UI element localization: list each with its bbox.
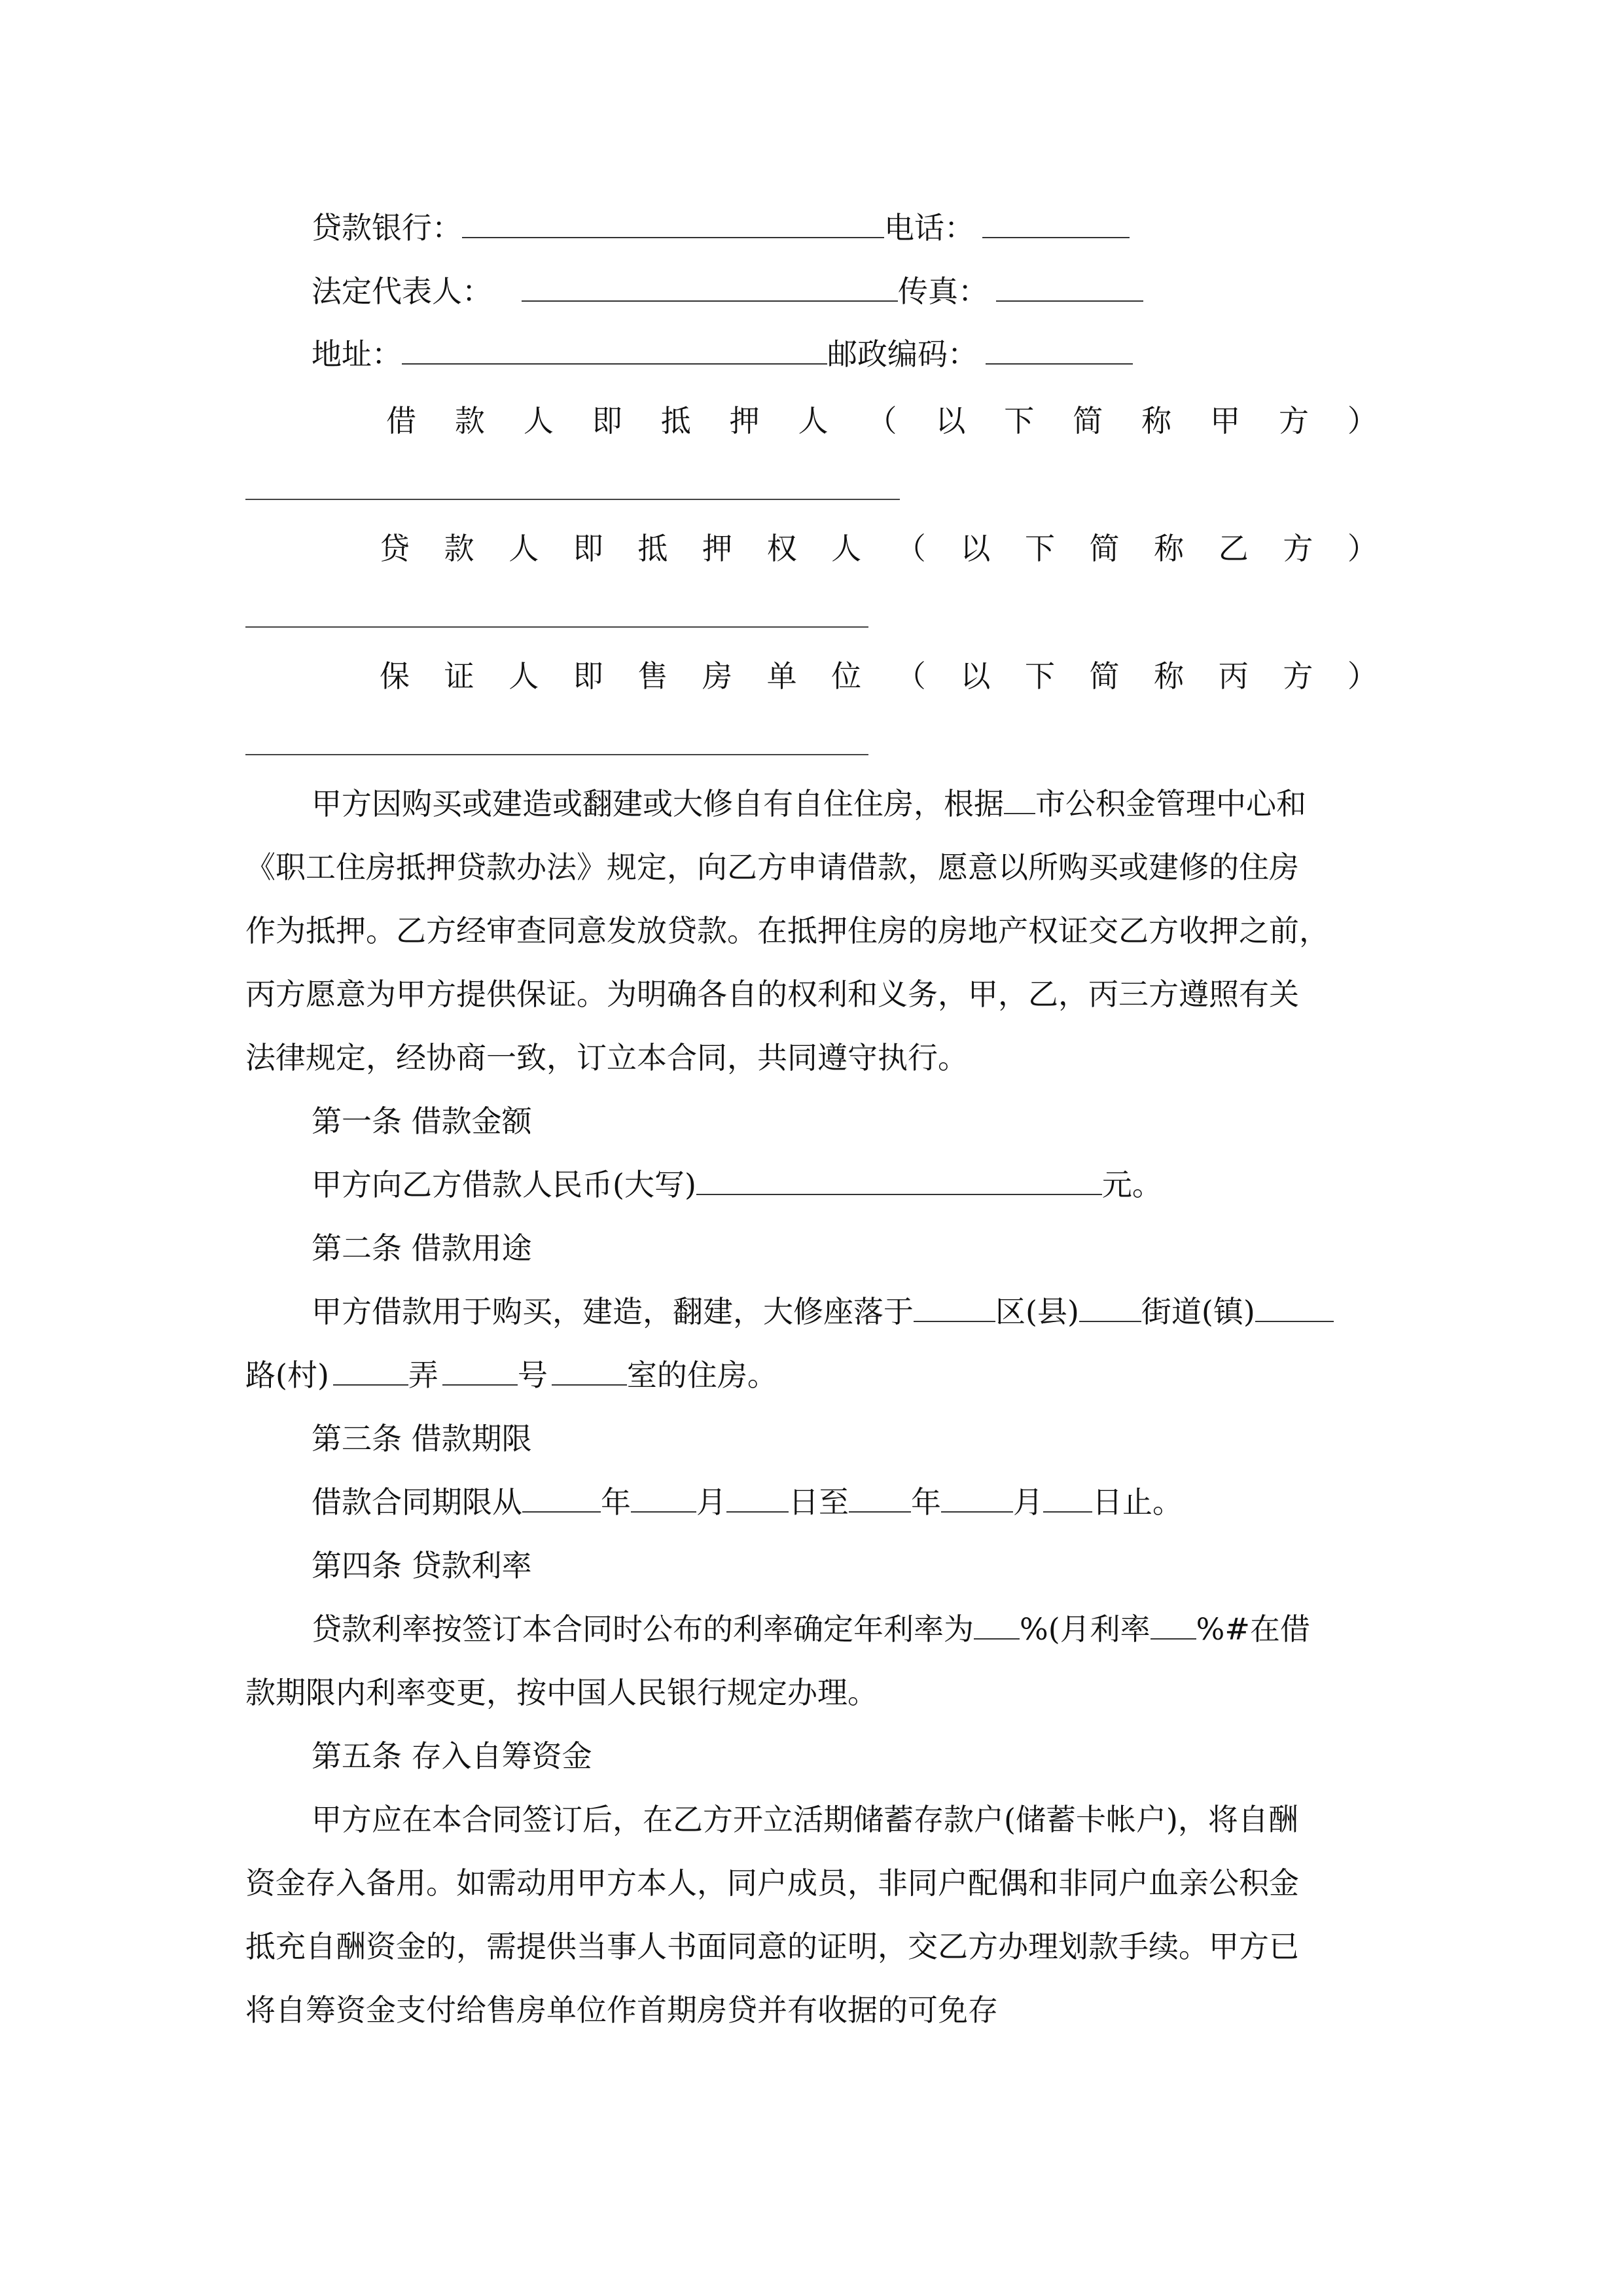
- preamble-text: 甲方因购买或建造或翻建或大修自有自住住房，根据: [312, 786, 1004, 821]
- preamble-line-5: 法律规定，经协商一致，订立本合同，共同遵守执行。: [245, 1040, 968, 1075]
- party-c-char: 保: [380, 658, 410, 694]
- preamble-line-4: 丙方愿意为甲方提供保证。为明确各自的权利和义务，甲，乙，丙三方遵照有关: [245, 977, 1299, 1012]
- article-5-line-3: 抵充自酬资金的，需提供当事人书面同意的证明，交乙方办理划款手续。甲方已: [245, 1929, 1299, 1964]
- party-a-char: 下: [1004, 403, 1035, 439]
- party-b-char: 押: [702, 531, 732, 566]
- postcode-label: 邮政编码：: [827, 336, 978, 372]
- party-b-char: 以: [960, 531, 991, 566]
- end-day-blank[interactable]: [1043, 1488, 1092, 1513]
- article-2-text: 街道(镇): [1141, 1294, 1255, 1329]
- address-blank[interactable]: [402, 340, 827, 365]
- party-c-char: 方: [1283, 658, 1313, 694]
- fax-blank[interactable]: [996, 277, 1143, 302]
- party-a-char: （: [866, 403, 897, 439]
- lane-blank[interactable]: [442, 1361, 518, 1386]
- party-b-char: 即: [573, 531, 603, 566]
- header-line-bank: [312, 208, 1130, 247]
- party-b-char: 称: [1154, 531, 1185, 566]
- party-a-char: 款: [454, 403, 485, 439]
- party-a-line: [386, 401, 1378, 440]
- party-c-char: 称: [1154, 658, 1185, 694]
- party-b-char: 款: [444, 531, 474, 566]
- article-2-line-2: [245, 1355, 777, 1395]
- party-c-char: （: [895, 658, 926, 694]
- party-b-char: 下: [1024, 531, 1055, 566]
- party-b-char: 抵: [637, 531, 668, 566]
- article-3-body: [312, 1482, 1183, 1522]
- party-a-char: 甲: [1210, 403, 1241, 439]
- article-4-text: 贷款利率按签订本合同时公布的利率确定年利率为: [312, 1611, 974, 1647]
- party-b-char: 简: [1089, 531, 1120, 566]
- preamble-text: 市公积金管理中心和: [1035, 786, 1306, 821]
- header-line-legal-rep: [312, 272, 1143, 311]
- month-label: 月: [696, 1484, 726, 1520]
- party-b-char: 权: [766, 531, 797, 566]
- start-month-blank[interactable]: [631, 1488, 696, 1513]
- article-5-line-4: 将自筹资金支付给售房单位作首期房贷并有收据的可免存: [245, 1992, 998, 2028]
- party-a-char: 借: [386, 403, 416, 439]
- postcode-blank[interactable]: [986, 340, 1133, 365]
- preamble-line-2: 《职工住房抵押贷款办法》规定，向乙方申请借款，愿意以所购买或建修的住房: [245, 850, 1299, 885]
- party-a-char: ）: [1347, 403, 1378, 439]
- city-blank[interactable]: [1004, 789, 1035, 814]
- party-c-char: 人: [508, 658, 539, 694]
- party-b-char: （: [895, 531, 926, 566]
- legal-rep-blank[interactable]: [522, 277, 898, 302]
- party-b-blank[interactable]: [245, 626, 868, 628]
- party-a-char: 简: [1073, 403, 1103, 439]
- annual-rate-blank[interactable]: [974, 1615, 1020, 1640]
- party-c-char: 以: [960, 658, 991, 694]
- article-2-text: 甲方借款用于购买，建造，翻建，大修座落于: [312, 1294, 914, 1329]
- phone-label: 电话：: [884, 210, 974, 245]
- party-c-char: 证: [444, 658, 474, 694]
- party-a-char: 人: [798, 403, 829, 439]
- party-b-line: [380, 529, 1378, 568]
- article-2-line-1: [312, 1292, 1334, 1331]
- preamble-line-3: 作为抵押。乙方经审查同意发放贷款。在抵押住房的房地产权证交乙方收押之前，: [245, 913, 1329, 948]
- day-to-label: 日至: [789, 1484, 849, 1520]
- party-a-char: 方: [1278, 403, 1309, 439]
- party-b-char: 贷: [380, 531, 410, 566]
- party-c-line: [380, 656, 1378, 696]
- article-1-body: [312, 1165, 1162, 1204]
- article-1-text: 元。: [1101, 1167, 1162, 1202]
- month-label: 月: [1013, 1484, 1043, 1520]
- article-3-title: 第三条 借款期限: [312, 1421, 532, 1456]
- fax-label: 传真：: [898, 274, 988, 309]
- start-day-blank[interactable]: [726, 1488, 789, 1513]
- party-c-char: 售: [637, 658, 668, 694]
- article-1-title: 第一条 借款金额: [312, 1103, 532, 1139]
- village-blank[interactable]: [333, 1361, 408, 1386]
- article-2-text: 弄: [408, 1357, 438, 1393]
- article-2-text: 号: [517, 1357, 548, 1393]
- article-4-title: 第四条 贷款利率: [312, 1548, 532, 1583]
- end-label: 日止。: [1092, 1484, 1183, 1520]
- party-c-char: 房: [702, 658, 732, 694]
- street-blank[interactable]: [1079, 1297, 1141, 1322]
- party-a-char: 抵: [660, 403, 691, 439]
- phone-blank[interactable]: [982, 213, 1130, 238]
- party-c-char: 丙: [1218, 658, 1249, 694]
- party-c-char: 位: [831, 658, 862, 694]
- legal-rep-label: 法定代表人：: [312, 274, 492, 309]
- start-year-blank[interactable]: [522, 1488, 601, 1513]
- party-a-char: 押: [729, 403, 760, 439]
- article-2-text: 室的住房。: [626, 1357, 777, 1393]
- article-5-line-2: 资金存入备用。如需动用甲方本人，同户成员，非同户配偶和非同户血亲公积金: [245, 1865, 1299, 1901]
- year-label: 年: [601, 1484, 631, 1520]
- number-blank[interactable]: [552, 1361, 627, 1386]
- party-a-blank[interactable]: [245, 499, 900, 500]
- article-4-text: %(月利率: [1020, 1611, 1150, 1647]
- article-5-title: 第五条 存入自筹资金: [312, 1738, 592, 1774]
- bank-label: 贷款银行：: [312, 210, 462, 245]
- party-a-char: 以: [935, 403, 966, 439]
- party-c-char: ）: [1347, 658, 1378, 694]
- address-label: 地址：: [312, 336, 402, 372]
- article-2-text: 区(县): [995, 1294, 1079, 1329]
- article-1-text: 甲方向乙方借款人民币(大写): [312, 1167, 696, 1202]
- party-a-char: 即: [592, 403, 622, 439]
- party-a-char: 人: [523, 403, 554, 439]
- party-b-char: 乙: [1218, 531, 1249, 566]
- end-year-blank[interactable]: [849, 1488, 911, 1513]
- monthly-rate-blank[interactable]: [1150, 1615, 1196, 1640]
- article-5-line-1: 甲方应在本合同签订后，在乙方开立活期储蓄存款户(储蓄卡帐户)，将自酬: [312, 1802, 1298, 1837]
- party-b-char: ）: [1347, 531, 1378, 566]
- party-b-char: 人: [831, 531, 862, 566]
- end-month-blank[interactable]: [941, 1488, 1013, 1513]
- article-3-text: 借款合同期限从: [312, 1484, 522, 1520]
- party-c-char: 简: [1089, 658, 1120, 694]
- party-c-char: 单: [766, 658, 797, 694]
- party-b-char: 人: [508, 531, 539, 566]
- year-label: 年: [911, 1484, 941, 1520]
- preamble-line-1: [312, 784, 1306, 823]
- header-line-address: [312, 334, 1133, 374]
- party-a-char: 称: [1141, 403, 1172, 439]
- amount-blank[interactable]: [696, 1170, 1102, 1195]
- article-4-line-2: 款期限内利率变更，按中国人民银行规定办理。: [245, 1675, 878, 1710]
- article-2-text: 路(村): [245, 1357, 329, 1393]
- road-blank[interactable]: [1255, 1297, 1334, 1322]
- bank-blank[interactable]: [462, 213, 884, 238]
- article-2-title: 第二条 借款用途: [312, 1230, 532, 1266]
- district-blank[interactable]: [914, 1297, 995, 1322]
- article-4-line-1: [312, 1609, 1310, 1649]
- party-c-char: 下: [1024, 658, 1055, 694]
- party-c-char: 即: [573, 658, 603, 694]
- article-4-text: %#在借: [1196, 1611, 1310, 1647]
- party-c-blank[interactable]: [245, 754, 868, 755]
- party-b-char: 方: [1283, 531, 1313, 566]
